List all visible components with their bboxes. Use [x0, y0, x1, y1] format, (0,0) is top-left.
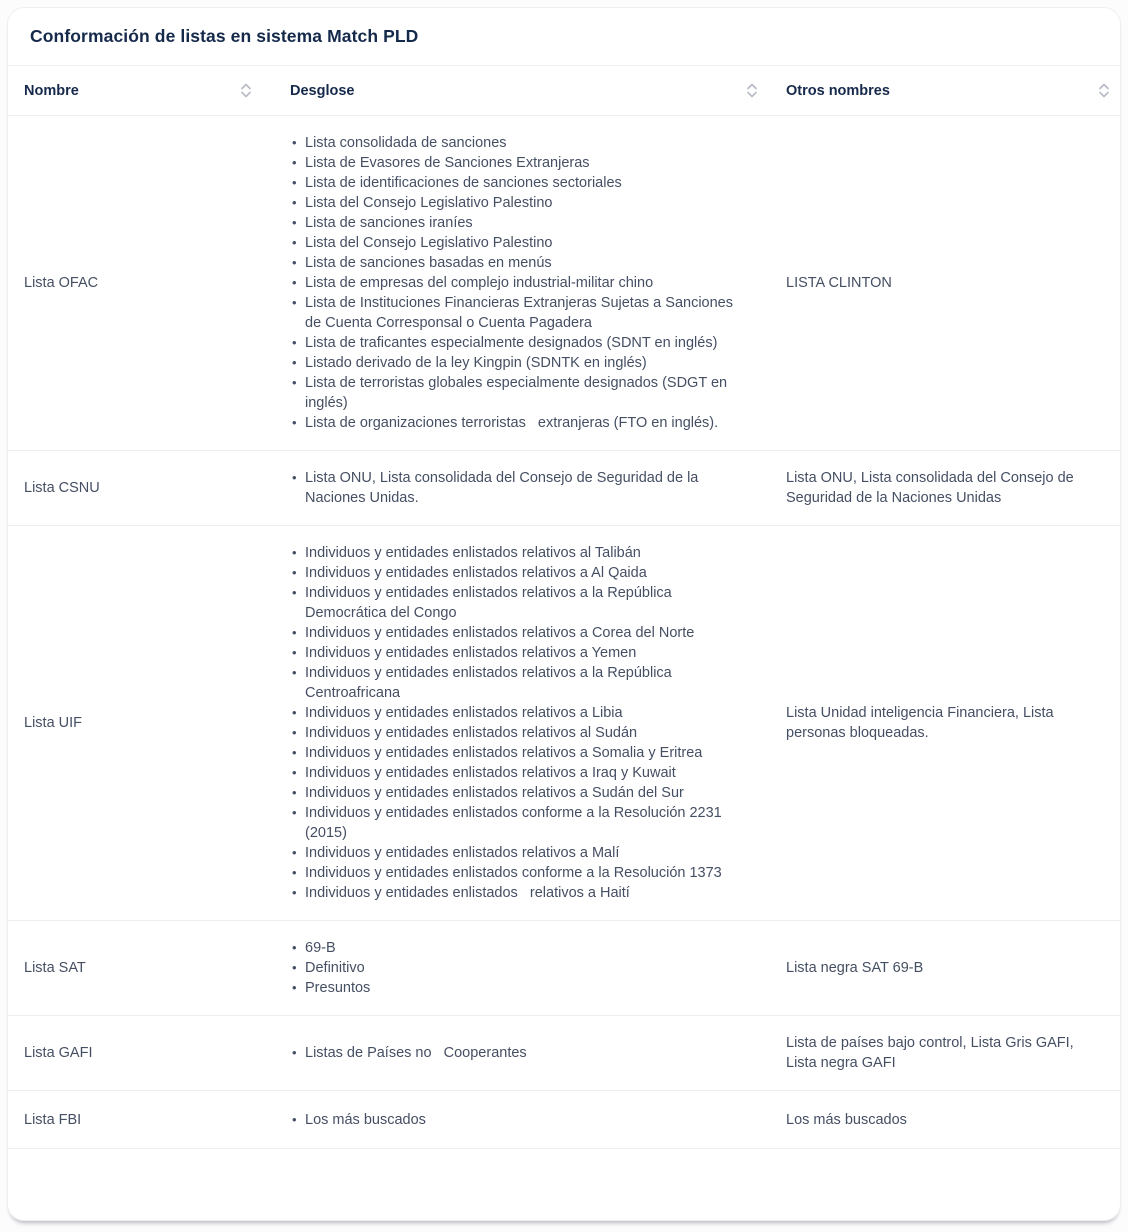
row-desglose-list	[290, 1110, 735, 1130]
table-body	[8, 116, 1120, 1149]
row-nombre: Lista UIF	[24, 715, 83, 731]
row-desglose-list	[290, 543, 735, 903]
desglose-item: • Individuos y entidades enlistados relativos a Corea del Norte	[290, 623, 735, 643]
column-header-label: Nombre	[24, 82, 79, 99]
desglose-item: • Listas de Países no Cooperantes	[290, 1043, 735, 1063]
row-nombre: Lista OFAC	[24, 275, 99, 291]
desglose-item: • Definitivo	[290, 958, 735, 978]
row-desglose-list	[290, 133, 738, 433]
sort-chevrons-icon[interactable]	[240, 83, 252, 98]
column-header-desglose[interactable]	[262, 66, 770, 115]
row-desglose	[262, 1043, 770, 1063]
title-bar	[8, 8, 1120, 66]
column-header-otros-nombres[interactable]	[770, 66, 1120, 115]
desglose-item: • Lista consolidada de sanciones	[290, 133, 735, 153]
desglose-item: • Lista de sanciones iraníes	[290, 213, 735, 233]
row-desglose	[262, 133, 770, 433]
row-otros-nombres: LISTA CLINTON	[786, 275, 892, 291]
table-row	[8, 921, 1120, 1016]
desglose-item: • Individuos y entidades enlistados relativos a Iraq y Kuwait	[290, 763, 735, 783]
desglose-item: • Lista de Instituciones Financieras Extranjeras Sujetas a Sanciones de Cuenta Corresponsal o Cuenta Pagadera	[290, 293, 735, 333]
row-desglose-list	[290, 938, 735, 998]
desglose-item: • 69-B	[290, 938, 735, 958]
desglose-item: • Individuos y entidades enlistados relativos al Sudán	[290, 723, 735, 743]
column-header-label: Desglose	[290, 82, 355, 99]
row-otros-nombres: Lista Unidad inteligencia Financiera, Lista personas bloqueadas.	[786, 705, 1058, 741]
table-row	[8, 116, 1120, 451]
column-header-label: Otros nombres	[786, 82, 890, 99]
desglose-item: • Individuos y entidades enlistados relativos a Yemen	[290, 643, 735, 663]
sort-chevrons-icon[interactable]	[1098, 83, 1110, 98]
desglose-item: • Lista de identificaciones de sanciones sectoriales	[290, 173, 735, 193]
row-otros-nombres: Lista ONU, Lista consolidada del Consejo de Seguridad de la Naciones Unidas	[786, 470, 1078, 506]
desglose-item: • Individuos y entidades enlistados relativos a Libia	[290, 703, 735, 723]
desglose-item: • Lista de traficantes especialmente designados (SDNT en inglés)	[290, 333, 735, 353]
row-desglose	[262, 1110, 770, 1130]
row-desglose-list	[290, 468, 735, 508]
desglose-item: • Lista ONU, Lista consolidada del Consejo de Seguridad de la Naciones Unidas.	[290, 468, 735, 508]
desglose-item: • Presuntos	[290, 978, 735, 998]
desglose-item: • Lista de terroristas globales especialmente designados (SDGT en inglés)	[290, 373, 735, 413]
row-otros-nombres: Lista negra SAT 69-B	[786, 960, 924, 976]
desglose-item: • Individuos y entidades enlistados conforme a la Resolución 2231 (2015)	[290, 803, 735, 843]
desglose-item: • Lista de Evasores de Sanciones Extranjeras	[290, 153, 735, 173]
desglose-item: • Individuos y entidades enlistados relativos a Sudán del Sur	[290, 783, 735, 803]
desglose-item: • Lista de sanciones basadas en menús	[290, 253, 735, 273]
sort-chevrons-icon[interactable]	[746, 83, 758, 98]
row-otros-nombres: Lista de países bajo control, Lista Gris GAFI, Lista negra GAFI	[786, 1035, 1078, 1071]
footer-spacer	[8, 1149, 1120, 1203]
desglose-item: • Lista del Consejo Legislativo Palestino	[290, 233, 735, 253]
row-nombre: Lista SAT	[24, 960, 86, 976]
desglose-item: • Lista de empresas del complejo industrial-militar chino	[290, 273, 735, 293]
row-nombre: Lista FBI	[24, 1111, 82, 1128]
row-nombre: Lista CSNU	[24, 480, 100, 496]
table-row	[8, 1091, 1120, 1149]
desglose-item: • Lista del Consejo Legislativo Palestino	[290, 193, 735, 213]
row-desglose-list	[290, 1043, 735, 1063]
row-desglose	[262, 938, 770, 998]
desglose-item: • Individuos y entidades enlistados relativos a Haití	[290, 883, 735, 903]
row-nombre: Lista GAFI	[24, 1045, 93, 1061]
desglose-item: • Individuos y entidades enlistados relativos a la República Democrática del Congo	[290, 583, 735, 623]
column-header-nombre[interactable]	[8, 66, 262, 115]
row-desglose	[262, 543, 770, 903]
desglose-item: • Individuos y entidades enlistados relativos a Al Qaida	[290, 563, 735, 583]
row-otros-nombres: Los más buscados	[786, 1111, 907, 1128]
desglose-item: • Individuos y entidades enlistados relativos a Malí	[290, 843, 735, 863]
desglose-item: • Listado derivado de la ley Kingpin (SDNTK en inglés)	[290, 353, 735, 373]
desglose-item: • Individuos y entidades enlistados conforme a la Resolución 1373	[290, 863, 735, 883]
lists-table-card	[8, 8, 1120, 1220]
table-row	[8, 1016, 1120, 1091]
page-title: Conformación de listas en sistema Match PLD	[30, 26, 419, 46]
desglose-item: • Lista de organizaciones terroristas extranjeras (FTO en inglés).	[290, 413, 735, 433]
table-header-row	[8, 66, 1120, 116]
desglose-item: • Individuos y entidades enlistados relativos al Talibán	[290, 543, 735, 563]
table-row	[8, 451, 1120, 526]
desglose-item: • Individuos y entidades enlistados relativos a la República Centroafricana	[290, 663, 735, 703]
table-row	[8, 526, 1120, 921]
row-desglose	[262, 468, 770, 508]
desglose-item: • Individuos y entidades enlistados relativos a Somalia y Eritrea	[290, 743, 735, 763]
desglose-item: • Los más buscados	[290, 1110, 735, 1130]
